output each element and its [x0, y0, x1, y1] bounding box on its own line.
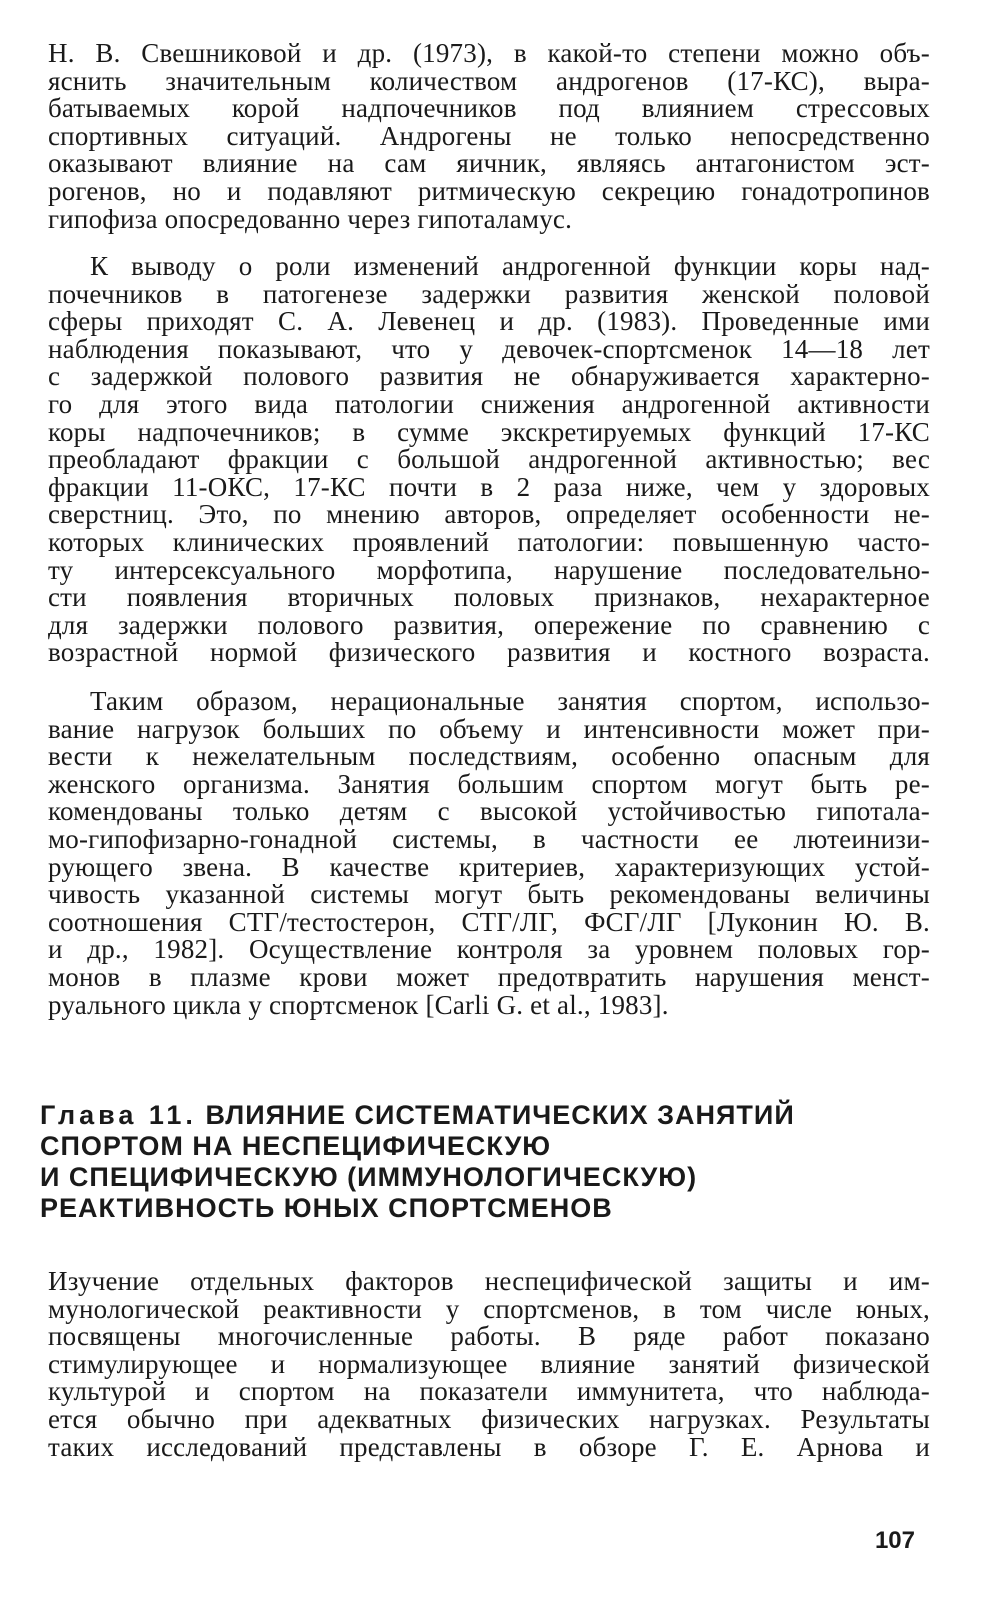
text-line: женского организма. Занятия большим спортом могут быть ре-	[48, 768, 930, 799]
chapter-heading-line	[40, 1100, 940, 1131]
chapter-title-line: СПОРТОМ НА НЕСПЕЦИФИЧЕСКУЮ	[40, 1131, 552, 1161]
text-line: посвящены многочисленные работы. В ряде работ показано	[48, 1321, 930, 1352]
text-line: и др., 1982]. Осуществление контроля за уровнем половых гор-	[48, 934, 930, 965]
text-line: монов в плазме крови может предотвратить нарушения менст-	[48, 961, 930, 992]
text-line: го для этого вида патологии снижения андрогенной активности	[48, 388, 930, 419]
text-line: мо-гипофизарно-гонадной системы, в частности ее лютеинизи-	[48, 823, 930, 854]
text-line: сверстниц. Это, по мнению авторов, определяет особенности не-	[48, 499, 930, 530]
text-line: Таким образом, нерациональные занятия спортом, использо-	[90, 686, 930, 716]
text-line: для задержки полового развития, опережение по сравнению с	[48, 609, 930, 640]
chapter-label: Глава 11.	[40, 1100, 197, 1130]
paragraph-3	[48, 688, 930, 1019]
text-line: культурой и спортом на показатели иммунитета, что наблюда-	[48, 1376, 930, 1407]
text-line: К выводу о роли изменений андрогенной функции коры над-	[90, 251, 930, 281]
text-line: Изучение отдельных факторов неспецифической защиты и им-	[48, 1266, 930, 1296]
text-line: преобладают фракции с большой андрогенной активностью; вес	[48, 444, 930, 475]
text-line: наблюдения показывают, что у девочек-спортсменок 14—18 лет	[48, 333, 930, 364]
text-line: яснить значительным количеством андрогенов (17-КС), выра-	[48, 65, 930, 96]
paragraph-4	[48, 1268, 930, 1461]
text-line: возрастной нормой физического развития и костного возраста.	[48, 637, 930, 668]
chapter-title-line: РЕАКТИВНОСТЬ ЮНЫХ СПОРТСМЕНОВ	[40, 1193, 613, 1223]
text-line: мунологической реактивности у спортсменов, в том числе юных,	[48, 1293, 930, 1324]
paragraph-1	[48, 40, 930, 233]
text-line: вести к нежелательным последствиям, особенно опасным для	[48, 741, 930, 772]
text-line: которых клинических проявлений патологии: повышенную часто-	[48, 526, 930, 557]
text-line: чивость указанной системы могут быть рекомендованы величины	[48, 879, 930, 910]
text-line: комендованы только детям с высокой устойчивостью гипотала-	[48, 796, 930, 827]
text-line: спортивных ситуаций. Андрогены не только непосредственно	[48, 120, 930, 151]
text-line: гипофиза опосредованно через гипоталамус.	[48, 203, 573, 234]
text-line: соотношения СТГ/тестостерон, СТГ/ЛГ, ФСГ/ЛГ [Луконин Ю. В.	[48, 906, 930, 937]
text-line: почечников в патогенезе задержки развития женской половой	[48, 278, 930, 309]
paragraph-2	[48, 253, 930, 667]
text-line: коры надпочечников; в сумме экскретируемых функций 17-КС	[48, 416, 930, 447]
text-line: сферы приходят С. А. Левенец и др. (1983). Проведенные ими	[48, 306, 930, 337]
text-line: фракции 11-ОКС, 17-КС почти в 2 раза ниже, чем у здоровых	[48, 471, 930, 502]
chapter-title-line: ВЛИЯНИЕ СИСТЕМАТИЧЕСКИХ ЗАНЯТИЙ	[205, 1100, 795, 1130]
text-line: Н. В. Свешниковой и др. (1973), в какой-то степени можно объ-	[48, 38, 930, 68]
text-line: батываемых корой надпочечников под влиянием стрессовых	[48, 93, 930, 124]
text-line: руального цикла у спортсменок [Carli G. et al., 1983].	[48, 989, 669, 1020]
text-line: сти появления вторичных половых признаков, нехарактерное	[48, 582, 930, 613]
text-line: ется обычно при адекватных физических нагрузках. Результаты	[48, 1403, 930, 1434]
page-number: 107	[874, 1527, 915, 1554]
text-line: с задержкой полового развития не обнаруживается характерно-	[48, 361, 930, 392]
text-line: рующего звена. В качестве критериев, характеризующих устой-	[48, 851, 930, 882]
chapter-title-line: И СПЕЦИФИЧЕСКУЮ (ИММУНОЛОГИЧЕСКУЮ)	[40, 1162, 698, 1192]
chapter-heading	[40, 1100, 940, 1224]
text-line: таких исследований представлены в обзоре Г. Е. Арнова и	[48, 1431, 930, 1462]
text-line: оказывают влияние на сам яичник, являясь антагонистом эст-	[48, 148, 930, 179]
text-line: стимулирующее и нормализующее влияние занятий физической	[48, 1348, 930, 1379]
text-line: рогенов, но и подавляют ритмическую секрецию гонадотропинов	[48, 175, 930, 206]
text-line: ту интерсексуального морфотипа, нарушение последовательно-	[48, 554, 930, 585]
text-line: вание нагрузок больших по объему и интенсивности может при-	[48, 713, 930, 744]
